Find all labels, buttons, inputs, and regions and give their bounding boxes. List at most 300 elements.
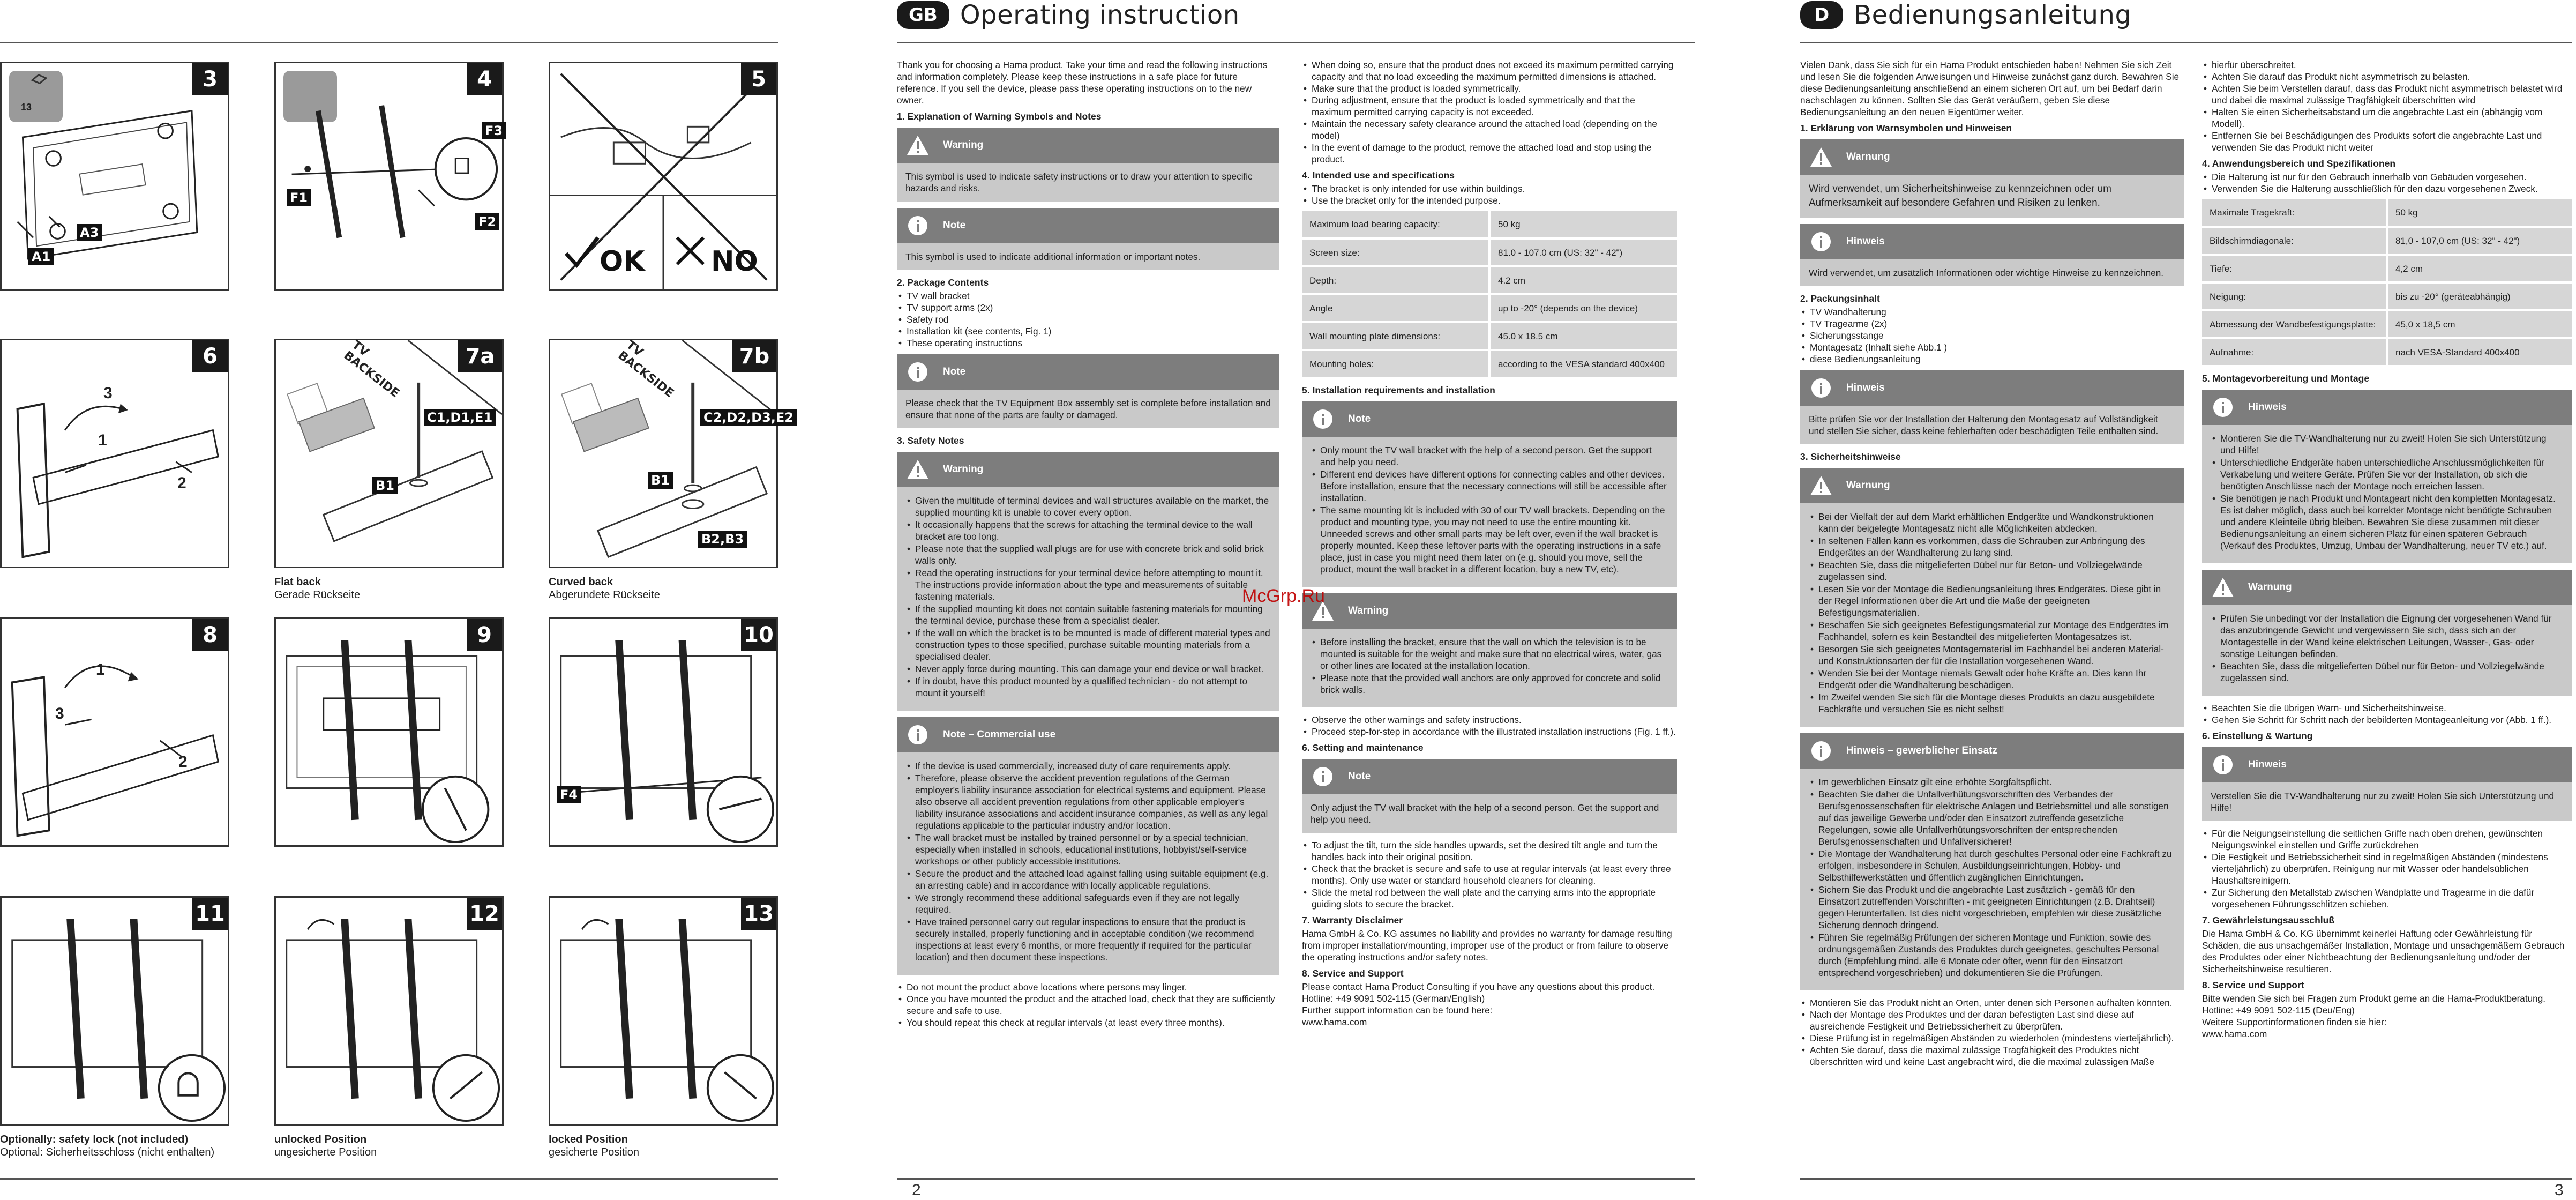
caption-13	[549, 1133, 639, 1159]
gb-header	[897, 0, 1240, 30]
figure-number: 5	[741, 63, 776, 95]
list-item: • We strongly recommend these additional safeguards even if they are not legally required.	[905, 892, 1271, 915]
gb-service-line: Please contact Hama Product Consulting if you have any questions about this product.	[1302, 981, 1655, 992]
gb-warning-label: Warning	[943, 139, 984, 151]
list-item: • Beachten Sie, dass die mitgelieferten Dübel nur für Beton- und Vollziegelwände zugelassen sind.	[2211, 660, 2563, 684]
list-item: • Montieren Sie die TV-Wandhalterung nur zu zweit! Holen Sie sich Unterstützung und Hilfe!	[2211, 433, 2563, 456]
caption-7b-title: Curved back	[549, 576, 613, 588]
list-item: • During adjustment, ensure that the product is loaded symmetrically and that the maximum permitted carrying capacity is not exceeded.	[1302, 94, 1677, 118]
gb-service-link[interactable]: www.hama.com	[1302, 1017, 1367, 1027]
list-item: • Beachten Sie, dass die mitgelieferten Dübel nur für Beton- und Vollziegelwände zugelassen sind.	[1809, 559, 2175, 583]
de-heading-2: 2. Packungsinhalt	[1800, 293, 1880, 304]
info-icon	[2211, 752, 2235, 777]
de-setting-list	[2202, 828, 2572, 910]
table-row	[1302, 238, 1677, 266]
label-f1: F1	[287, 189, 311, 206]
table-row	[2202, 255, 2572, 282]
gb-heading-8: 8. Service and Support	[1302, 968, 1404, 979]
table-row	[2202, 338, 2572, 366]
spec-value: 50 kg	[2387, 199, 2572, 227]
warning-triangle-icon	[1809, 473, 1833, 498]
ok-label: OK	[600, 245, 645, 278]
spec-label: Maximale Tragekraft:	[2202, 199, 2387, 227]
caption-11-subtitle: Optional: Sicherheitsschloss (nicht enthalten)	[0, 1146, 215, 1158]
safety-rod-drawing	[550, 619, 776, 845]
list-item: • If the wall on which the bracket is to be mounted is made of different material types and construction types to those specified, purchase suitable mounting materials from a specialised dealer.	[905, 627, 1271, 662]
de-warning-label: Warnung	[1846, 151, 1890, 162]
table-row	[1302, 294, 1677, 322]
list-item: • Bei der Vielfalt der auf dem Markt erhältlichen Endgeräte und Wandkonstruktionen kann der beigelegte Montagesatz nicht alle Möglichkeiten abdecken.	[1809, 511, 2175, 534]
de-setting-note-text: Verstellen Sie die TV-Wandhalterung nur zu zweit! Holen Sie sich Unterstützung und Hilfe!	[2211, 791, 2555, 813]
gb-service-line: Hotline: +49 9091 502-115 (German/English)	[1302, 993, 1485, 1004]
gb-note2-text: Please check that the TV Equipment Box assembly set is complete before installation and ensure that none of the parts are faulty or damaged.	[905, 398, 1271, 420]
list-item: • If in doubt, have this product mounted by a qualified technician - do not attempt to mount it yourself!	[905, 675, 1271, 699]
list-item: • Zur Sicherung den Metallstab zwischen Wandplatte und Tragearme in die dafür vorgesehenen Führungsschlitzen schieben.	[2202, 886, 2572, 910]
tv-hang-drawing	[276, 619, 502, 845]
de-install-warning-label: Warnung	[2248, 582, 2292, 593]
gb-commercial-list	[905, 760, 1271, 963]
de-page	[1789, 0, 2576, 1200]
figure-7a	[274, 339, 504, 568]
gb-note2-label: Note	[943, 366, 966, 377]
list-item: • You should repeat this check at regular intervals (at least every three months).	[897, 1017, 1279, 1028]
de-heading-6: 6. Einstellung & Wartung	[2202, 731, 2313, 741]
warning-triangle-icon	[905, 457, 930, 482]
figure-8	[0, 617, 229, 847]
list-item: • Therefore, please observe the accident prevention regulations of the German employer's liability insurance association for electrical systems and equipment. Please also observe all accident prevention regulations from other applicable employer's liability insurance associations and accident insurance companies, as well as any legal regulations applicable to the particular industry and/or location.	[905, 772, 1271, 831]
gb-page-title: Operating instruction	[960, 0, 1240, 30]
caption-13-subtitle: gesicherte Position	[549, 1146, 639, 1158]
list-item: • Do not mount the product above locations where persons may linger.	[897, 981, 1279, 993]
figure-3	[0, 62, 229, 291]
bottom-rule	[0, 1178, 778, 1180]
spec-label: Depth:	[1302, 266, 1489, 294]
gb-heading-3: 3. Safety Notes	[897, 435, 964, 446]
gb-install-warning-list	[1311, 636, 1668, 696]
de-spec-table	[2202, 199, 2572, 367]
de-header	[1800, 0, 2131, 30]
de-safety-box	[1800, 468, 2184, 727]
gb-warranty-text: Hama GmbH & Co. KG assumes no liability and provides no warranty for damage resulting from improper installation/mounting, improper use of the product or from failure to observe the operating instructions and/or safety notes.	[1302, 928, 1672, 963]
list-item: • Unterschiedliche Endgeräte haben unterschiedliche Anschlussmöglichkeiten für Verkabelung und weitere Geräte. Prüfen Sie vor der Installation, ob sich die benötigten Anschlüsse nach der Montage noch erreichen lassen.	[2211, 457, 2563, 492]
figure-number: 11	[192, 898, 228, 930]
label-b1: B1	[648, 472, 673, 489]
de-note2-label: Hinweis	[1846, 382, 1885, 393]
gb-setting-list	[1302, 839, 1677, 910]
de-note2-box	[1800, 370, 2184, 444]
gb-warning-text: This symbol is used to indicate safety instructions or to draw your attention to specific hazards and risks.	[905, 171, 1253, 193]
de-bottom-rule	[1800, 1178, 2572, 1180]
spec-label: Mounting holes:	[1302, 350, 1489, 378]
spec-value: 50 kg	[1489, 211, 1677, 238]
gb-service-line: Further support information can be found here:	[1302, 1005, 1493, 1016]
warning-triangle-icon	[1809, 145, 1833, 169]
list-item: • Halten Sie einen Sicherheitsabstand um die angebrachte Last ein (abhängig vom Modell).	[2202, 106, 2572, 130]
info-icon	[1809, 376, 1833, 400]
figure-number: 12	[467, 898, 502, 930]
gb-heading-2: 2. Package Contents	[897, 277, 989, 288]
gb-safety-label: Warning	[943, 464, 984, 475]
gb-install-note-label: Note	[1348, 413, 1371, 424]
gb-note-label: Note	[943, 220, 966, 231]
list-item: • Please note that the provided wall anchors are only approved for concrete and solid brick walls.	[1311, 672, 1668, 696]
de-commercial-box	[1800, 733, 2184, 990]
gb-note-box	[897, 208, 1279, 270]
de-warning-box	[1800, 139, 2184, 218]
caption-12-title: unlocked Position	[274, 1134, 367, 1145]
de-package-list	[1800, 306, 2184, 365]
tv-backside-label: TV BACKSIDE	[615, 338, 676, 400]
gb-heading-6: 6. Setting and maintenance	[1302, 742, 1424, 753]
label-a3: A3	[77, 224, 102, 241]
spec-value: 81.0 - 107.0 cm (US: 32" - 42")	[1489, 238, 1677, 266]
table-row	[2202, 282, 2572, 310]
de-language-badge: D	[1800, 1, 1843, 29]
step-3: 3	[103, 384, 113, 402]
list-item: • Führen Sie regelmäßig Prüfungen der sicheren Montage und Funktion, sowie des ordnungsgemäßen Zustands des Produktes durch geeignetes, geschultes Personal durch (Empfehlung mind. alle 6 Monate oder öfter, wenn für den Einsatzort entsprechend vorgeschrieben) und dokumentieren Sie die Prüfungen.	[1809, 931, 2175, 979]
list-item: • Safety rod	[897, 314, 1279, 325]
de-commercial-list	[1809, 776, 2175, 979]
spec-value: nach VESA-Standard 400x400	[2387, 338, 2572, 366]
spec-label: Screen size:	[1302, 238, 1489, 266]
list-item: • Use the bracket only for the intended purpose.	[1302, 195, 1677, 206]
table-row	[1302, 266, 1677, 294]
caption-7a	[274, 576, 360, 601]
de-service-line: Bitte wenden Sie sich bei Fragen zum Produkt gerne an die Hama-Produktberatung.	[2202, 993, 2546, 1004]
list-item: • Given the multitude of terminal devices and wall structures available on the market, the supplied mounting kit is unable to cover every option.	[905, 495, 1271, 518]
list-item: • TV Wandhalterung	[1800, 306, 2184, 318]
list-item: • Montagesatz (Inhalt siehe Abb.1 )	[1800, 341, 2184, 353]
de-service-line: Weitere Supportinformationen finden sie hier:	[2202, 1017, 2387, 1027]
figure-5	[549, 62, 778, 291]
info-icon	[1311, 764, 1335, 789]
info-icon	[1809, 229, 1833, 254]
step-1: 1	[98, 431, 107, 449]
figure-13	[549, 896, 778, 1126]
de-page-title: Bedienungsanleitung	[1854, 0, 2132, 30]
de-after-commercial-list	[1800, 997, 2184, 1068]
de-service-link[interactable]: www.hama.com	[2202, 1028, 2267, 1039]
label-c2d2d3e2: C2,D2,D3,E2	[700, 409, 797, 426]
gb-heading-1: 1. Explanation of Warning Symbols and Notes	[897, 111, 1102, 122]
info-icon	[1809, 739, 1833, 763]
list-item: • Read the operating instructions for your terminal device before attempting to mount it. The instructions provide information about the type and measurements of suitable fastening materials.	[905, 567, 1271, 602]
label-f4: F4	[557, 786, 581, 803]
gb-intended-list	[1302, 183, 1677, 206]
list-item: • Secure the product and the attached load against falling using suitable equipment (e.g. an arresting cable) and in accordance with locally applicable regulations.	[905, 868, 1271, 891]
figure-number: 10	[741, 619, 776, 651]
step-2: 2	[178, 753, 188, 771]
figure-page	[0, 0, 879, 1200]
step-1: 1	[96, 661, 105, 679]
caption-11	[0, 1133, 214, 1159]
list-item: • Im Zweifel wenden Sie sich für die Montage dieses Produkts an dazu ausgebildete Fachkräfte und versuchen Sie es nicht selbst!	[1809, 691, 2175, 715]
de-note-box	[1800, 224, 2184, 286]
top-rule	[0, 42, 778, 43]
de-column-1	[1800, 59, 2184, 1072]
gb-setting-note-label: Note	[1348, 771, 1371, 782]
caption-7b-subtitle: Abgerundete Rückseite	[549, 589, 660, 601]
list-item: • Beschaffen Sie sich geeignetes Befestigungsmaterial zur Montage des Endgerätes im Fachhandel, sofern es kein Bestandteil des mitgelieferten Montagesatzes ist.	[1809, 619, 2175, 643]
info-icon	[2211, 395, 2235, 420]
safety-lock-drawing	[2, 898, 228, 1124]
list-item: • Sichern Sie das Produkt und die angebrachte Last zusätzlich - gemäß für den Einsatzort zutreffenden Vorschriften - mit geeigneten Einrichtungen (z.B. Drahtseil) gegen Herunterfallen. Ist dies nicht vorgeschrieben, empfehlen wir diese zusätzliche Sicherung dennoch dringend.	[1809, 884, 2175, 931]
table-row	[2202, 199, 2572, 227]
locked-position-drawing	[550, 898, 776, 1124]
list-item: • Make sure that the product is loaded symmetrically.	[1302, 83, 1677, 94]
list-item: • Montieren Sie das Produkt nicht an Orten, unter denen sich Personen aufhalten könnten.	[1800, 997, 2184, 1009]
info-icon	[1311, 407, 1335, 431]
arm-mounting-drawing	[276, 63, 502, 289]
gb-heading-5: 5. Installation requirements and installation	[1302, 385, 1495, 396]
label-c1d1e1: C1,D1,E1	[424, 409, 496, 426]
list-item: • Lesen Sie vor der Montage die Bedienungsanleitung Ihres Endgerätes. Diese gibt in der Regel Informationen über die Art und die Maße der geeigneten Befestigungsmaterialien.	[1809, 583, 2175, 618]
info-icon	[905, 360, 930, 384]
caption-7a-subtitle: Gerade Rückseite	[274, 589, 361, 601]
gb-column-2	[1302, 59, 1677, 1028]
gb-heading-4: 4. Intended use and specifications	[1302, 170, 1455, 181]
spec-label: Wall mounting plate dimensions:	[1302, 322, 1489, 350]
gb-bottom-rule	[897, 1178, 1695, 1180]
label-b2b3: B2,B3	[698, 531, 747, 548]
list-item: • Entfernen Sie bei Beschädigungen des Produkts sofort die angebrachte Last und verwenden Sie das Produkt nicht weiter	[2202, 130, 2572, 153]
de-note-text: Wird verwendet, um zusätzlich Informationen oder wichtige Hinweise zu kennzeichnen.	[1809, 267, 2164, 278]
list-item: • diese Bedienungsanleitung	[1800, 353, 2184, 365]
de-page-number: 3	[2555, 1181, 2564, 1199]
de-note-label: Hinweis	[1846, 236, 1885, 247]
step-2: 2	[177, 474, 186, 492]
de-install-after-list	[2202, 702, 2572, 726]
spec-label: Aufnahme:	[2202, 338, 2387, 366]
de-commercial-label: Hinweis – gewerblicher Einsatz	[1846, 745, 1997, 756]
caption-12-subtitle: ungesicherte Position	[274, 1146, 377, 1158]
list-item: • Achten Sie beim Verstellen darauf, dass das Produkt nicht asymmetrisch belastet wird und dabei die maximal zulässige Tragfähigkeit überschritten wird	[2202, 83, 2572, 106]
label-f3: F3	[482, 122, 506, 139]
list-item: • Slide the metal rod between the wall plate and the carrying arms into the appropriate guiding slots to secure the bracket.	[1302, 886, 1677, 910]
list-item: • Verwenden Sie die Halterung ausschließlich für den dazu vorgesehenen Zweck.	[2202, 183, 2572, 195]
figure-number: 7b	[732, 340, 776, 372]
de-heading-1: 1. Erklärung von Warnsymbolen und Hinweisen	[1800, 123, 2012, 133]
list-item: • Once you have mounted the product and the attached load, check that they are sufficiently secure and safe to use.	[897, 993, 1279, 1017]
figure-number: 9	[467, 619, 502, 651]
no-label: NO	[711, 245, 758, 278]
spec-value: 81,0 - 107,0 cm (US: 32" - 42")	[2387, 227, 2572, 255]
list-item: • In seltenen Fällen kann es vorkommen, dass die Schrauben zur Anbringung des Endgerätes an der Wandhalterung zu lang sind.	[1809, 535, 2175, 558]
list-item: • Please note that the supplied wall plugs are for use with concrete brick and solid brick walls only.	[905, 543, 1271, 567]
gb-col2-top-list	[1302, 59, 1677, 165]
list-item: • Maintain the necessary safety clearance around the attached load (depending on the model)	[1302, 118, 1677, 141]
list-item: • Die Halterung ist nur für den Gebrauch innerhalb von Gebäuden vorgesehen.	[2202, 171, 2572, 183]
label-a1: A1	[28, 248, 54, 265]
list-item: • If the supplied mounting kit does not contain suitable fastening materials for mounting the terminal device, purchase these from a specialist dealer.	[905, 603, 1271, 627]
list-item: • Prüfen Sie unbedingt vor der Installation die Eignung der vorgesehenen Wand für das anzubringende Gewicht und vergewissern Sie sich, dass sich an der Montagestelle in der Wand keine elektrischen Leitungen, Wasser-, Gas- oder sonstige Leitungen befinden.	[2211, 613, 2563, 660]
list-item: • Beachten Sie daher die Unfallverhütungsvorschriften des Verbandes der Berufsgenossenschaften für elektrische Anlagen und Betriebsmittel und alle sonstigen auf das jeweilige Gewerbe und/oder den Einsatzort zutreffende gesetzliche Regelungen, sowie alle Unfallverhütungsvorschriften der entsprechenden Berufsgenossenschaften und Unfallversicherer!	[1809, 788, 2175, 847]
spec-value: bis zu -20° (geräteabhängig)	[2387, 282, 2572, 310]
caption-12	[274, 1133, 377, 1159]
gb-setting-note-box	[1302, 759, 1677, 833]
de-heading-4: 4. Anwendungsbereich und Spezifikationen	[2202, 158, 2396, 169]
list-item: • Observe the other warnings and safety instructions.	[1302, 714, 1677, 726]
list-item: • In the event of damage to the product, remove the attached load and stop using the product.	[1302, 141, 1677, 165]
list-item: • TV wall bracket	[897, 290, 1279, 302]
warning-triangle-icon	[2211, 575, 2235, 600]
list-item: • TV Tragearme (2x)	[1800, 318, 2184, 330]
figure-4	[274, 62, 504, 291]
gb-note2-box	[897, 354, 1279, 428]
figure-number: 4	[467, 63, 502, 95]
figure-7b	[549, 338, 793, 568]
gb-package-list	[897, 290, 1279, 349]
list-item: • When doing so, ensure that the product does not exceed its maximum permitted carrying capacity and that no load exceeding the maximum permitted dimensions is attached.	[1302, 59, 1677, 83]
list-item: • It occasionally happens that the screws for attaching the terminal device to the wall bracket are too long.	[905, 519, 1271, 542]
gb-install-after-list	[1302, 714, 1677, 737]
step-3: 3	[55, 705, 64, 722]
gb-install-warning-box	[1302, 593, 1677, 707]
list-item: • Different end devices have different options for connecting cables and other devices. Before installation, ensure that the necessary connections will still be accessible after installation.	[1311, 468, 1668, 504]
spec-label: Maximum load bearing capacity:	[1302, 211, 1489, 238]
list-item: • Proceed step-for-step in accordance with the illustrated installation instructions (Fig. 1 ff.).	[1302, 726, 1677, 737]
de-install-warning-box	[2202, 570, 2572, 696]
de-safety-label: Warnung	[1846, 480, 1890, 491]
gb-top-rule	[897, 42, 1695, 43]
gb-setting-note-text: Only adjust the TV wall bracket with the help of a second person. Get the support and help you need.	[1311, 802, 1659, 825]
gb-safety-box	[897, 452, 1279, 711]
list-item: • Nach der Montage des Produktes und der daran befestigten Last sind diese auf ausreichende Festigkeit und Betriebssicherheit zu überprüfen.	[1800, 1009, 2184, 1032]
spec-value: up to -20° (depends on the device)	[1489, 294, 1677, 322]
table-row	[2202, 310, 2572, 338]
list-item: • TV support arms (2x)	[897, 302, 1279, 314]
list-item: • Check that the bracket is secure and safe to use at regular intervals (at least every three months). Only use water or standard household cleaners for cleaning.	[1302, 863, 1677, 886]
de-warranty-text: Die Hama GmbH & Co. KG übernimmt keinerlei Haftung oder Gewährleistung für Schäden, die aus unsachgemäßer Installation, Montage und unsachgemäßem Gebrauch des Produktes oder einer Nichtbeachtung der Bedienungsanleitung und/oder der Sicherheitshinweise resultieren.	[2202, 928, 2565, 974]
gb-intro: Thank you for choosing a Hama product. Take your time and read the following instructions and information completely. Please keep these instructions in a safe place for future reference. If you sell the device, please pass these operating instructions on to the new owner.	[897, 59, 1268, 106]
table-row	[2202, 227, 2572, 255]
figure-number: 7a	[458, 340, 502, 372]
gb-warning-box	[897, 128, 1279, 202]
gb-language-badge: GB	[897, 1, 949, 29]
de-heading-8: 8. Service und Support	[2202, 980, 2304, 990]
info-icon	[905, 213, 930, 238]
list-item: • The wall bracket must be installed by trained personnel or by a special technician, especially when installed in schools, educational institutions, hobbyist/self-service workshops or other publicly accessible institutions.	[905, 832, 1271, 867]
gb-install-note-box	[1302, 401, 1677, 587]
de-intro: Vielen Dank, dass Sie sich für ein Hama Produkt entschieden haben! Nehmen Sie sich Zeit und lesen Sie die folgenden Anweisungen und Hinweise zunächst ganz durch. Bewahren Sie diese Bedienungsanleitung anschließend an einem sicheren Ort auf, um bei Bedarf darin nachschlagen zu können. Sollten Sie das Gerät veräußern, geben Sie diese Bedienungsanleitung an den neuen Eigentümer weiter.	[1800, 59, 2180, 117]
list-item: • Für die Neigungseinstellung die seitlichen Griffe nach oben drehen, gewünschten Neigungswinkel einstellen und Griffe zurückdrehen	[2202, 828, 2572, 851]
de-intended-list	[2202, 171, 2572, 195]
gb-spec-table	[1302, 211, 1677, 379]
list-item: • Diese Prüfung ist in regelmäßigen Abständen zu wiederholen (mindestens vierteljährlich).	[1800, 1032, 2184, 1044]
list-item: • These operating instructions	[897, 337, 1279, 349]
list-item: • Before installing the bracket, ensure that the wall on which the television is to be mounted is suitable for the weight and make sure that no electrical wires, water, gas or other lines are located at the installation location.	[1311, 636, 1668, 672]
gb-after-commercial-list	[897, 981, 1279, 1028]
de-heading-3: 3. Sicherheitshinweise	[1800, 451, 1901, 462]
de-safety-list	[1809, 511, 2175, 715]
table-row	[1302, 211, 1677, 238]
list-item: • Im gewerblichen Einsatz gilt eine erhöhte Sorgfaltspflicht.	[1809, 776, 2175, 788]
unlocked-position-drawing	[276, 898, 502, 1124]
gb-page-number: 2	[912, 1181, 921, 1199]
list-item: • If the device is used commercially, increased duty of care requirements apply.	[905, 760, 1271, 772]
list-item: • hierfür überschreitet.	[2202, 59, 2572, 71]
de-setting-note-box	[2202, 747, 2572, 821]
caption-11-title: Optionally: safety lock (not included)	[0, 1134, 189, 1145]
tv-backside-label: TV BACKSIDE	[341, 338, 402, 400]
de-setting-note-label: Hinweis	[2248, 759, 2287, 770]
de-note2-text: Bitte prüfen Sie vor der Installation der Halterung den Montagesatz auf Vollständigkeit und stellen Sie sicher, dass keine fehlerhaften oder beschädigten Teile enthalten sind.	[1809, 414, 2159, 436]
spec-value: 45.0 x 18.5 cm	[1489, 322, 1677, 350]
figure-number: 6	[192, 340, 228, 372]
list-item: • Wenden Sie bei der Montage niemals Gewalt oder hohe Kräfte an. Dies kann Ihr Endgerät oder die Wandhalterung beschädigen.	[1809, 667, 2175, 691]
list-item: • Sie benötigen je nach Produkt und Montageart nicht den kompletten Montagesatz. Es ist daher möglich, dass auch bei korrekter Montage nicht benötigte Schrauben und andere Kleinteile übrig bleiben. Bewahren Sie diese zusammen mit dieser Bedienungsanleitung an einem sicheren Platz für einen späteren Gebrauch (Verkauf des Produktes, Umzug, Umbau der Wandhalterung, neuer TV etc.) auf.	[2211, 493, 2563, 551]
gb-note-text: This symbol is used to indicate additional information or important notes.	[905, 251, 1201, 262]
list-item: • Die Festigkeit und Betriebssicherheit sind in regelmäßigen Abständen (mindestens vierteljährlich) zu überprüfen. Reinigung nur mit Wasser oder handelsüblichen Haushaltsreinigern.	[2202, 851, 2572, 886]
de-top-rule	[1800, 42, 2572, 43]
gb-install-note-list	[1311, 444, 1668, 575]
spec-value: 4,2 cm	[2387, 255, 2572, 282]
spec-value: according to the VESA standard 400x400	[1489, 350, 1677, 378]
caption-7b	[549, 576, 660, 601]
list-item: • The bracket is only intended for use within buildings.	[1302, 183, 1677, 195]
list-item: • Sicherungsstange	[1800, 330, 2184, 341]
figure-9	[274, 617, 504, 847]
gb-commercial-box	[897, 717, 1279, 975]
de-install-note-list	[2211, 433, 2563, 551]
de-service-line: Hotline: +49 9091 502-115 (Deu/Eng)	[2202, 1005, 2355, 1016]
list-item: • Have trained personnel carry out regular inspections to ensure that the product is securely installed, properly functioning and in acceptable condition (we recommend inspections at least every 6 months, or more frequently if required for the particular location) and then document these inspections.	[905, 916, 1271, 963]
list-item: • Die Montage der Wandhalterung hat durch geschultes Personal oder eine Fachkraft zu erfolgen, insbesondere in Schulen, Ausbildungseinrichtungen, Hobby- und Selbsthilfewerkstätten und öffentlich zugänglichen Einrichtungen.	[1809, 848, 2175, 883]
gb-column-1	[897, 59, 1279, 1033]
figure-number: 13	[741, 898, 776, 930]
table-row	[1302, 350, 1677, 378]
de-warning-text: Wird verwendet, um Sicherheitshinweise zu kennzeichnen oder um Aufmerksamkeit auf besondere Gefahren und Risiken zu lenken.	[1809, 183, 2111, 208]
list-item: • Only mount the TV wall bracket with the help of a second person. Get the support and help you need.	[1311, 444, 1668, 468]
figure-10	[549, 617, 778, 847]
figure-6	[0, 339, 229, 568]
spec-label: Neigung:	[2202, 282, 2387, 310]
list-item: • Achten Sie darauf das Produkt nicht asymmetrisch zu belasten.	[2202, 71, 2572, 83]
gb-safety-list	[905, 495, 1271, 699]
de-install-warning-list	[2211, 613, 2563, 684]
list-item: • Gehen Sie Schritt für Schritt nach der bebilderten Montageanleitung vor (Abb. 1 ff.).	[2202, 714, 2572, 726]
caption-13-title: locked Position	[549, 1134, 628, 1145]
gb-commercial-label: Note – Commercial use	[943, 729, 1056, 740]
spec-label: Tiefe:	[2202, 255, 2387, 282]
de-install-note-label: Hinweis	[2248, 401, 2287, 413]
table-row	[1302, 322, 1677, 350]
list-item: • Achten Sie darauf, dass die maximal zulässige Tragfähigkeit des Produktes nicht überschritten wird und keine Last angebracht wird, die die maximal zulässigen Maße	[1800, 1044, 2184, 1068]
info-icon	[905, 722, 930, 747]
list-item: • To adjust the tilt, turn the side handles upwards, set the desired tilt angle and turn the handles back into their original position.	[1302, 839, 1677, 863]
spec-label: Angle	[1302, 294, 1489, 322]
list-item: • The same mounting kit is included with 30 of our TV wall brackets. Depending on the product and mounting type, you may not need to use the entire mounting kit. Unneeded screws and other small parts may be left over, even if the wall bracket is properly mounted. Keep these leftover parts with the operating instructions in a safe place, just in case you might need them later on (e.g. should you move, sell the product, mount the wall bracket in a different location, buy a new TV, etc).	[1311, 504, 1668, 575]
arm-attach-drawing	[2, 619, 228, 845]
watermark: McGrp.Ru	[1242, 586, 1325, 606]
list-item: • Besorgen Sie sich geeignetes Montagematerial im Fachhandel bei anderen Material- und Konstruktionsarten der für die Installation vorgesehenen Wand.	[1809, 643, 2175, 667]
label-f2: F2	[475, 213, 499, 230]
spec-value: 45,0 x 18,5 cm	[2387, 310, 2572, 338]
spec-label: Bildschirmdiagonale:	[2202, 227, 2387, 255]
figure-number: 8	[192, 619, 228, 651]
spec-value: 4.2 cm	[1489, 266, 1677, 294]
tool-size-label: 13	[21, 102, 32, 113]
figure-number: 3	[192, 63, 228, 95]
de-heading-7: 7. Gewährleistungsausschluß	[2202, 915, 2335, 926]
caption-7a-title: Flat back	[274, 576, 321, 588]
spec-label: Abmessung der Wandbefestigungsplatte:	[2202, 310, 2387, 338]
list-item: • Installation kit (see contents, Fig. 1)	[897, 325, 1279, 337]
de-install-note-box	[2202, 390, 2572, 563]
list-item: • Beachten Sie die übrigen Warn- und Sicherheitshinweise.	[2202, 702, 2572, 714]
figure-11	[0, 896, 229, 1126]
figure-12	[274, 896, 504, 1126]
